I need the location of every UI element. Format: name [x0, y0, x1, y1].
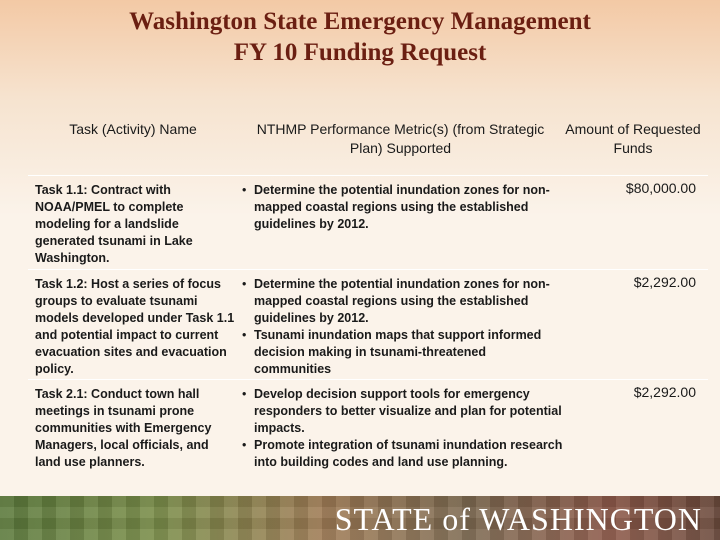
metric-item	[240, 276, 565, 327]
footer-banner	[0, 496, 720, 540]
table-row	[28, 379, 708, 492]
metric-item	[240, 437, 565, 471]
header-metric: NTHMP Performance Metric(s) (from Strategic Plan) Supported	[256, 121, 545, 156]
metric-text: Promote integration of tsunami inundation research into building codes and land use planning.	[254, 438, 563, 469]
bullet-icon: •	[242, 328, 247, 342]
bullet-icon: •	[242, 387, 247, 401]
metric-text: Determine the potential inundation zones for non-mapped coastal regions using the established guidelines by 2012.	[254, 183, 550, 231]
metric-item	[240, 386, 565, 437]
metric-item	[240, 327, 565, 378]
bullet-icon: •	[242, 277, 247, 291]
metric-text: Determine the potential inundation zones for non-mapped coastal regions using the established guidelines by 2012.	[254, 277, 550, 325]
task-name: Task 2.1: Conduct town hall meetings in tsunami prone communities with Emergency Managers, local officials, and land use planners.	[35, 387, 212, 469]
task-name: Task 1.1: Contract with NOAA/PMEL to complete modeling for a landslide generated tsunami in Lake Washington.	[35, 183, 193, 265]
table-row	[28, 269, 708, 378]
amount-value: $2,292.00	[633, 384, 696, 400]
metric-cell	[240, 276, 565, 378]
header-amount: Amount of Requested Funds	[565, 121, 701, 156]
metric-cell	[240, 386, 565, 471]
bullet-icon: •	[242, 438, 247, 452]
amount-value: $80,000.00	[625, 180, 696, 196]
table-row	[28, 175, 708, 268]
bullet-icon: •	[242, 183, 247, 197]
title-line-2: FY 10 Funding Request	[233, 39, 487, 66]
metric-text: Tsunami inundation maps that support informed decision making in tsunami-threatened communities	[254, 328, 542, 376]
task-name: Task 1.2: Host a series of focus groups to evaluate tsunami models developed under Task 1.1 and potential impact to current evacuation sites and evacuation policy.	[35, 277, 235, 376]
metric-item	[240, 182, 565, 233]
title-line-1: Washington State Emergency Management	[129, 8, 591, 35]
metric-cell	[240, 182, 565, 233]
amount-value: $2,292.00	[633, 274, 696, 290]
header-task: Task (Activity) Name	[69, 121, 197, 137]
metric-text: Develop decision support tools for emergency responders to better visualize and plan for potential impacts.	[254, 387, 562, 435]
footer-state-text: STATE of WASHINGTON	[334, 501, 702, 537]
slide-title	[0, 6, 720, 68]
